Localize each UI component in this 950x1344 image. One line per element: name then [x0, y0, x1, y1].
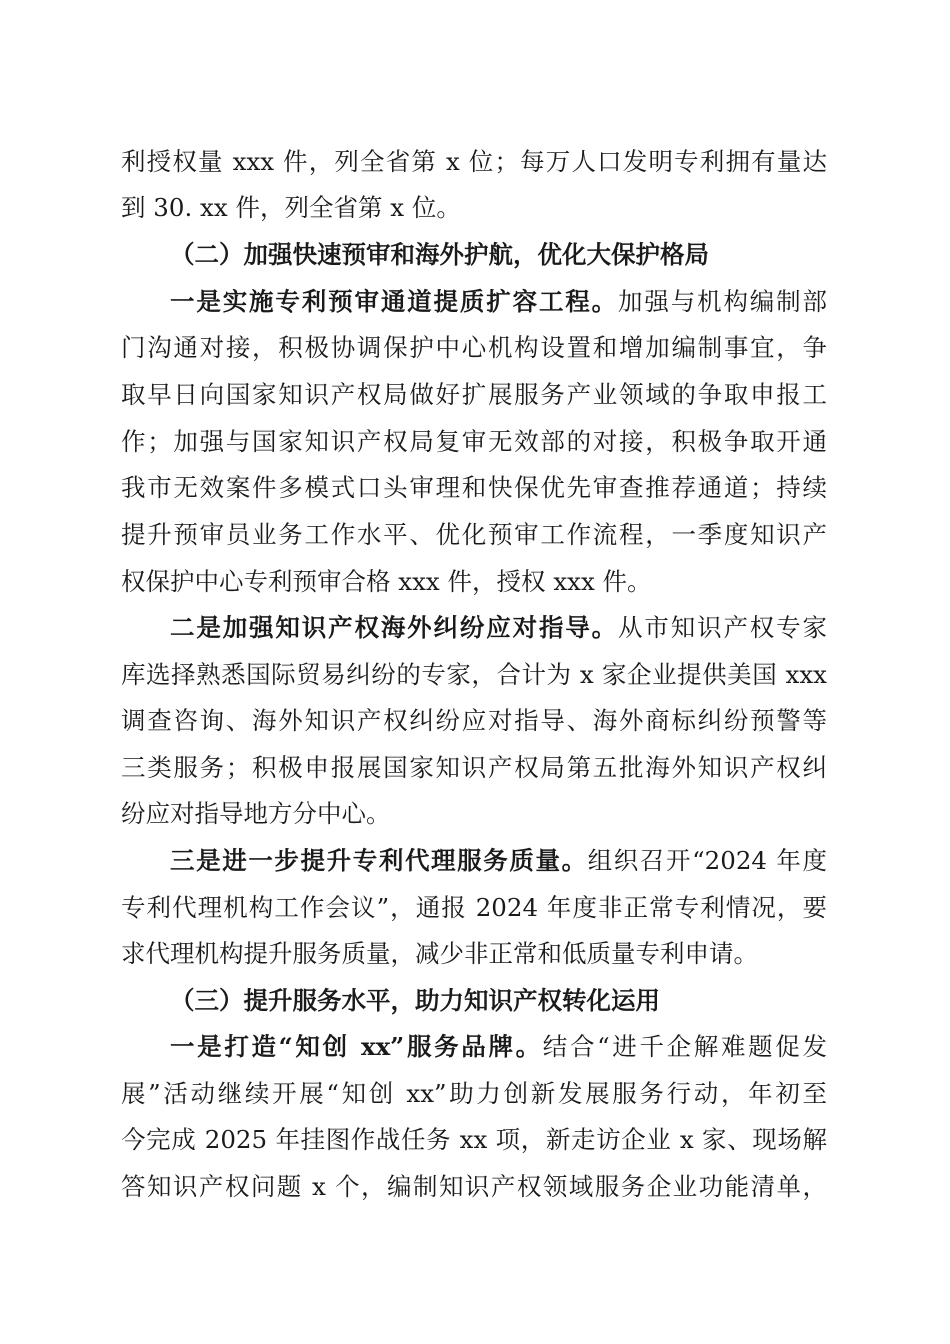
- paragraph-line: 我市无效案件多模式口头审理和快保优先审查推荐通道；持续: [121, 473, 827, 502]
- paragraph-line: 调查咨询、海外知识产权纠纷应对指导、海外商标纠纷预警等: [121, 706, 827, 735]
- paragraph-text: 结合“进千企解难题促发: [542, 1032, 827, 1061]
- paragraph-first-line: [170, 280, 827, 324]
- paragraph-first-line: [170, 1025, 827, 1069]
- paragraph-line: 展”活动继续开展“知创 xx”助力创新发展服务行动，年初至: [121, 1079, 827, 1108]
- paragraph-line: 求代理机构提升服务质量，减少非正常和低质量专利申请。: [121, 939, 758, 968]
- paragraph-line: 门沟通对接，积极协调保护中心机构设置和增加编制事宜，争: [121, 333, 827, 362]
- paragraph-line: 作；加强与国家知识产权局复审无效部的对接，积极争取开通: [121, 427, 827, 456]
- paragraph-text: 组织召开“2024 年度: [587, 846, 828, 875]
- section-heading: （三）提升服务水平，助力知识产权转化运用: [170, 986, 660, 1015]
- paragraph-lead: 三是进一步提升专利代理服务质量。: [170, 846, 588, 875]
- paragraph-line: 答知识产权问题 x 个，编制知识产权领域服务企业功能清单，: [121, 1172, 827, 1201]
- paragraph-line: 纷应对指导地方分中心。: [121, 799, 391, 828]
- paragraph-text: 从市知识产权专家: [618, 613, 828, 642]
- paragraph-line: 今完成 2025 年挂图作战任务 xx 项，新走访企业 x 家、现场解: [121, 1125, 827, 1154]
- paragraph-first-line: [170, 606, 827, 650]
- paragraph-line: 提升预审员业务工作水平、优化预审工作流程，一季度知识产: [121, 520, 827, 549]
- paragraph-line: 利授权量 xxx 件，列全省第 x 位；每万人口发明专利拥有量达: [121, 147, 827, 176]
- paragraph-line: 取早日向国家知识产权局做好扩展服务产业领域的争取申报工: [121, 380, 827, 409]
- paragraph-lead: 一是实施专利预审通道提质扩容工程。: [170, 287, 619, 316]
- paragraph-lead: 一是打造“知创 xx”服务品牌。: [170, 1032, 543, 1061]
- paragraph-text: 加强与机构编制部: [618, 287, 828, 316]
- paragraph-line: 专利代理机构工作会议”，通报 2024 年度非正常专利情况，要: [121, 893, 827, 922]
- paragraph-line: 三类服务；积极申报展国家知识产权局第五批海外知识产权纠: [121, 753, 827, 782]
- paragraph-line: 权保护中心专利预审合格 xxx 件，授权 xxx 件。: [121, 567, 652, 596]
- paragraph-line: 库选择熟悉国际贸易纠纷的专家，合计为 x 家企业提供美国 xxx: [121, 660, 827, 689]
- paragraph-first-line: [170, 839, 827, 883]
- paragraph-lead: 二是加强知识产权海外纠纷应对指导。: [170, 613, 619, 642]
- paragraph-line: 到 30. xx 件，列全省第 x 位。: [121, 193, 461, 222]
- section-heading: （二）加强快速预审和海外护航，优化大保护格局: [170, 240, 709, 269]
